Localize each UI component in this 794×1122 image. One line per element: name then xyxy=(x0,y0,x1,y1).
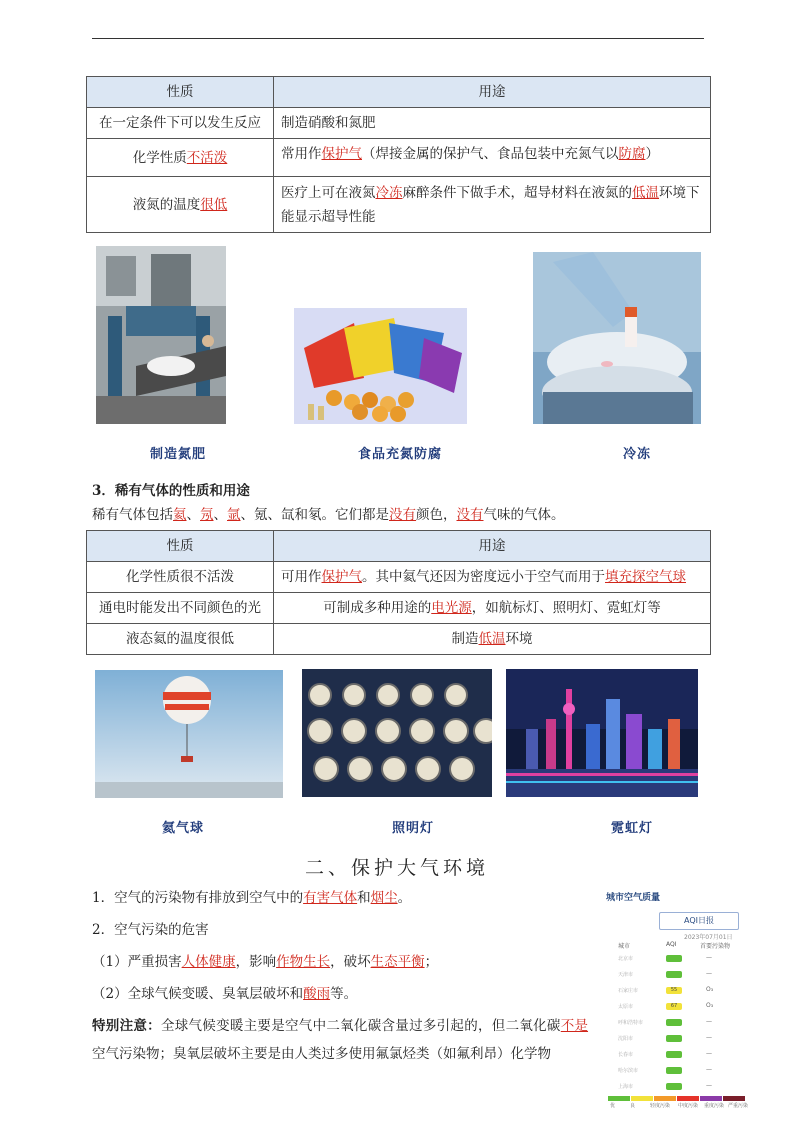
city-name: 北京市 xyxy=(618,956,634,962)
primary-pollutant: O₃ xyxy=(706,1002,714,1009)
aqi-level-badge xyxy=(666,1051,682,1058)
nitrogen-food-packaging-photo xyxy=(294,308,467,424)
header-city: 城市 xyxy=(618,943,631,950)
aqi-level-badge xyxy=(666,971,682,978)
harm-item-1: （1）严重损害人体健康，影响作物生长，破坏生态平衡； xyxy=(92,954,439,970)
aqi-legend-bar xyxy=(608,1096,748,1102)
city-name: 长春市 xyxy=(618,1052,634,1058)
cell-use: 制造低温环境 xyxy=(274,624,711,655)
cell-property: 化学性质很不活泼 xyxy=(87,562,274,593)
special-note: 特别注意：全球气候变暖主要是空气中二氧化碳含量过多引起的，但二氧化碳不是空气污染物；臭氧层破坏主要是由人类过多使用氟氯烃类（如氟利昂）化学物 xyxy=(92,1018,589,1062)
photo-caption: 食品充氮防腐 xyxy=(357,447,442,462)
rare-gases-properties-table xyxy=(86,530,711,655)
cell-property: 在一定条件下可以发生反应 xyxy=(87,108,274,139)
photo-caption: 氦气球 xyxy=(161,821,204,836)
table-row xyxy=(608,952,740,966)
city-name: 天津市 xyxy=(618,972,634,978)
legend-item: 轻度污染 xyxy=(650,1103,671,1109)
city-name: 太原市 xyxy=(618,1004,634,1010)
header-pollutant: 首要污染物 xyxy=(700,943,731,950)
table-row xyxy=(87,562,711,593)
city-name: 沈阳市 xyxy=(618,1036,634,1042)
header-use: 用途 xyxy=(274,531,711,562)
city-name: 哈尔滨市 xyxy=(618,1068,639,1074)
table-row xyxy=(608,1016,740,1030)
city-name: 石家庄市 xyxy=(618,988,639,994)
table-row xyxy=(608,1080,740,1094)
primary-pollutant: O₃ xyxy=(706,986,714,993)
table-header-row xyxy=(87,531,711,562)
city-name: 上海市 xyxy=(618,1084,634,1090)
nitrogen-properties-table xyxy=(86,76,711,233)
aqi-level-badge xyxy=(666,1035,682,1042)
table-row xyxy=(608,1032,740,1046)
header-rule xyxy=(92,38,704,39)
primary-pollutant: — xyxy=(706,954,712,961)
cell-property: 化学性质不活泼 xyxy=(87,139,274,177)
city-name: 呼和浩特市 xyxy=(618,1020,644,1026)
legend-item: 良 xyxy=(630,1103,636,1109)
cell-use: 可用作保护气。其中氦气还因为密度远小于空气而用于填充探空气球 xyxy=(274,562,711,593)
lighting-lamps-photo xyxy=(302,669,492,797)
header-property: 性质 xyxy=(87,77,274,108)
harm-item-2: （2）全球气候变暖、臭氧层破坏和酸雨等。 xyxy=(92,986,358,1002)
legend-item: 中度污染 xyxy=(678,1103,699,1109)
primary-pollutant: — xyxy=(706,1050,712,1057)
table-row xyxy=(608,968,740,982)
cell-use: 常用作保护气（焊接金属的保护气、食品包装中充氮气以防腐） xyxy=(274,139,711,177)
cell-use: 可制成多种用途的电光源，如航标灯、照明灯、霓虹灯等 xyxy=(274,593,711,624)
header-property: 性质 xyxy=(87,531,274,562)
helium-balloon-photo xyxy=(95,670,283,798)
cell-property: 液态氦的温度很低 xyxy=(87,624,274,655)
aqi-level-badge xyxy=(666,1019,682,1026)
table-header-row xyxy=(87,77,711,108)
rare-gases-intro: 稀有气体包括氦、氖、氩、氪、氙和氡。它们都是没有颜色，没有气味的气体。 xyxy=(92,507,565,523)
primary-pollutant: — xyxy=(706,1066,712,1073)
primary-pollutant: — xyxy=(706,1018,712,1025)
section-heading: 3．稀有气体的性质和用途 xyxy=(92,483,250,499)
table-row xyxy=(87,139,711,177)
aqi-level-badge: 67 xyxy=(666,1003,682,1010)
aqi-level-badge xyxy=(666,1067,682,1074)
section-title: 二、保护大气环境 xyxy=(304,857,489,879)
header-use: 用途 xyxy=(274,77,711,108)
report-date: 2023年07月01日 xyxy=(684,934,733,941)
table-row xyxy=(87,624,711,655)
aqi-daily-button[interactable]: AQI日报 xyxy=(659,912,739,930)
table-row xyxy=(608,1048,740,1062)
primary-pollutant: — xyxy=(706,1082,712,1089)
photo-caption: 照明灯 xyxy=(391,821,434,836)
photo-caption: 制造氮肥 xyxy=(149,447,206,462)
panel-title: 城市空气质量 xyxy=(606,893,661,903)
table-row xyxy=(87,593,711,624)
cell-property: 液氮的温度很低 xyxy=(87,177,274,233)
table-row xyxy=(608,1000,740,1014)
neon-city-photo xyxy=(506,669,698,797)
aqi-level-badge: 55 xyxy=(666,987,682,994)
legend-item: 优 xyxy=(610,1103,616,1109)
harm-heading: 2．空气污染的危害 xyxy=(92,922,209,938)
cell-use: 制造硝酸和氮肥 xyxy=(274,108,711,139)
header-aqi: AQI xyxy=(666,941,677,948)
liquid-nitrogen-freezing-photo xyxy=(533,252,701,424)
cell-property: 通电时能发出不同颜色的光 xyxy=(87,593,274,624)
city-air-quality-panel xyxy=(604,888,752,1116)
primary-pollutant: — xyxy=(706,1034,712,1041)
pollutants-paragraph: 1．空气的污染物有排放到空气中的有害气体和烟尘。 xyxy=(92,890,412,906)
table-row xyxy=(608,984,740,998)
table-row xyxy=(87,108,711,139)
aqi-level-badge xyxy=(666,955,682,962)
cell-use: 医疗上可在液氮冷冻麻醉条件下做手术，超导材料在液氮的低温环境下能显示超导性能 xyxy=(274,177,711,233)
fertilizer-factory-photo xyxy=(96,246,226,424)
table-row xyxy=(608,1064,740,1078)
table-row xyxy=(87,177,711,233)
aqi-level-badge xyxy=(666,1083,682,1090)
legend-item: 重度污染 xyxy=(704,1103,725,1109)
legend-item: 严重污染 xyxy=(728,1103,749,1109)
photo-caption: 冷冻 xyxy=(622,447,651,462)
photo-caption: 霓虹灯 xyxy=(610,821,653,836)
primary-pollutant: — xyxy=(706,970,712,977)
